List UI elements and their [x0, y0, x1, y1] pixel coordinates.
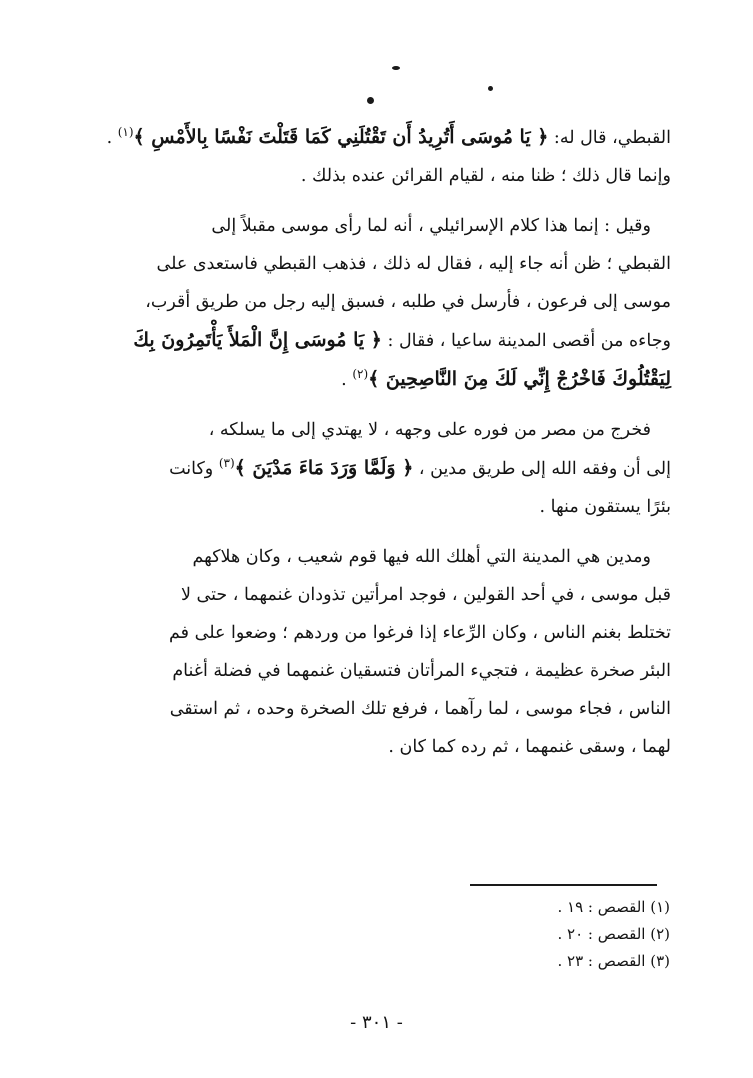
paragraph [96, 207, 671, 399]
text-line: القبطي ؛ ظن أنه جاء إليه ، فقال له ذلك ، فذهب القبطي فاستعدى على [156, 254, 671, 274]
text-span: وكانت [169, 459, 219, 479]
quran-verse: لِيَقْتُلُوكَ فَاخْرُجْ إِنِّي لَكَ مِنَ النَّاصِحِينَ ﴾ [368, 368, 671, 390]
footnote-divider [470, 884, 657, 886]
ornament-dot [392, 66, 400, 70]
footnote-ref: (٣) [218, 456, 235, 471]
ornament-dot [367, 97, 374, 104]
paragraph [96, 411, 671, 526]
text-line: وقيل : إنما هذا كلام الإسرائيلي ، أنه لما رأى موسى مقبلاً إلى [211, 216, 651, 236]
quran-verse: ﴿ يَا مُوسَى أَتُرِيدُ أَن تَقْتُلَنِي كَمَا قَتَلْتَ نَفْسًا بِالأَمْسِ ﴾ [133, 126, 549, 148]
paragraph [96, 118, 671, 195]
text-line: وإنما قال ذلك ؛ ظنا منه ، لقيام القرائن عنده بذلك . [300, 166, 671, 186]
text-line: قبل موسى ، في أحد القولين ، فوجد امرأتين تذودان غنمهما ، حتى لا [180, 585, 671, 605]
text-line: لهما ، وسقى غنمهما ، ثم رده كما كان . [388, 737, 671, 757]
main-text [96, 118, 671, 766]
quran-verse: ﴿ وَلَمَّا وَرَدَ مَاءَ مَدْيَنَ ﴾ [234, 457, 414, 479]
text-span: . [341, 370, 353, 390]
text-line: ومدين هي المدينة التي أهلك الله فيها قوم شعيب ، وكان هلاكهم [192, 547, 651, 567]
quran-verse: ﴿ يَا مُوسَى إِنَّ الْمَلأَ يَأْتَمِرُونَ بِكَ [133, 329, 382, 351]
text-line: البئر صخرة عظيمة ، فتجيء المرأتان فتسقيان غنمهما في فضلة أغنام [172, 661, 671, 681]
footnote: (٢) القصص : ٢٠ . [557, 925, 670, 943]
footnote-ref: (١) [117, 125, 134, 140]
text-line: فخرج من مصر من فوره على وجهه ، لا يهتدي إلى ما يسلكه ، [208, 420, 651, 440]
footnote-ref: (٢) [352, 367, 369, 382]
text-span: القبطي، قال له: [548, 128, 671, 148]
page-number: - ٣٠١ - [350, 1012, 403, 1033]
text-span: . [106, 128, 118, 148]
text-line: تختلط بغنم الناس ، وكان الرِّعاء إذا فرغوا من وردهم ؛ وضعوا على فم [169, 623, 671, 643]
ornament-dot [488, 86, 493, 91]
text-span: إلى أن وفقه الله إلى طريق مدين ، [413, 459, 671, 479]
text-line: الناس ، فجاء موسى ، لما رآهما ، فرفع تلك الصخرة وحده ، ثم استقى [169, 699, 671, 719]
paragraph [96, 538, 671, 766]
text-line: موسى إلى فرعون ، فأرسل في طلبه ، فسبق إليه رجل من طريق أقرب، [145, 292, 671, 312]
text-span: وجاءه من أقصى المدينة ساعيا ، فقال : [381, 331, 671, 351]
footnote: (١) القصص : ١٩ . [557, 898, 670, 916]
footnotes [420, 894, 670, 975]
text-line: بئرًا يستقون منها . [539, 497, 671, 517]
footnote: (٣) القصص : ٢٣ . [557, 952, 670, 970]
